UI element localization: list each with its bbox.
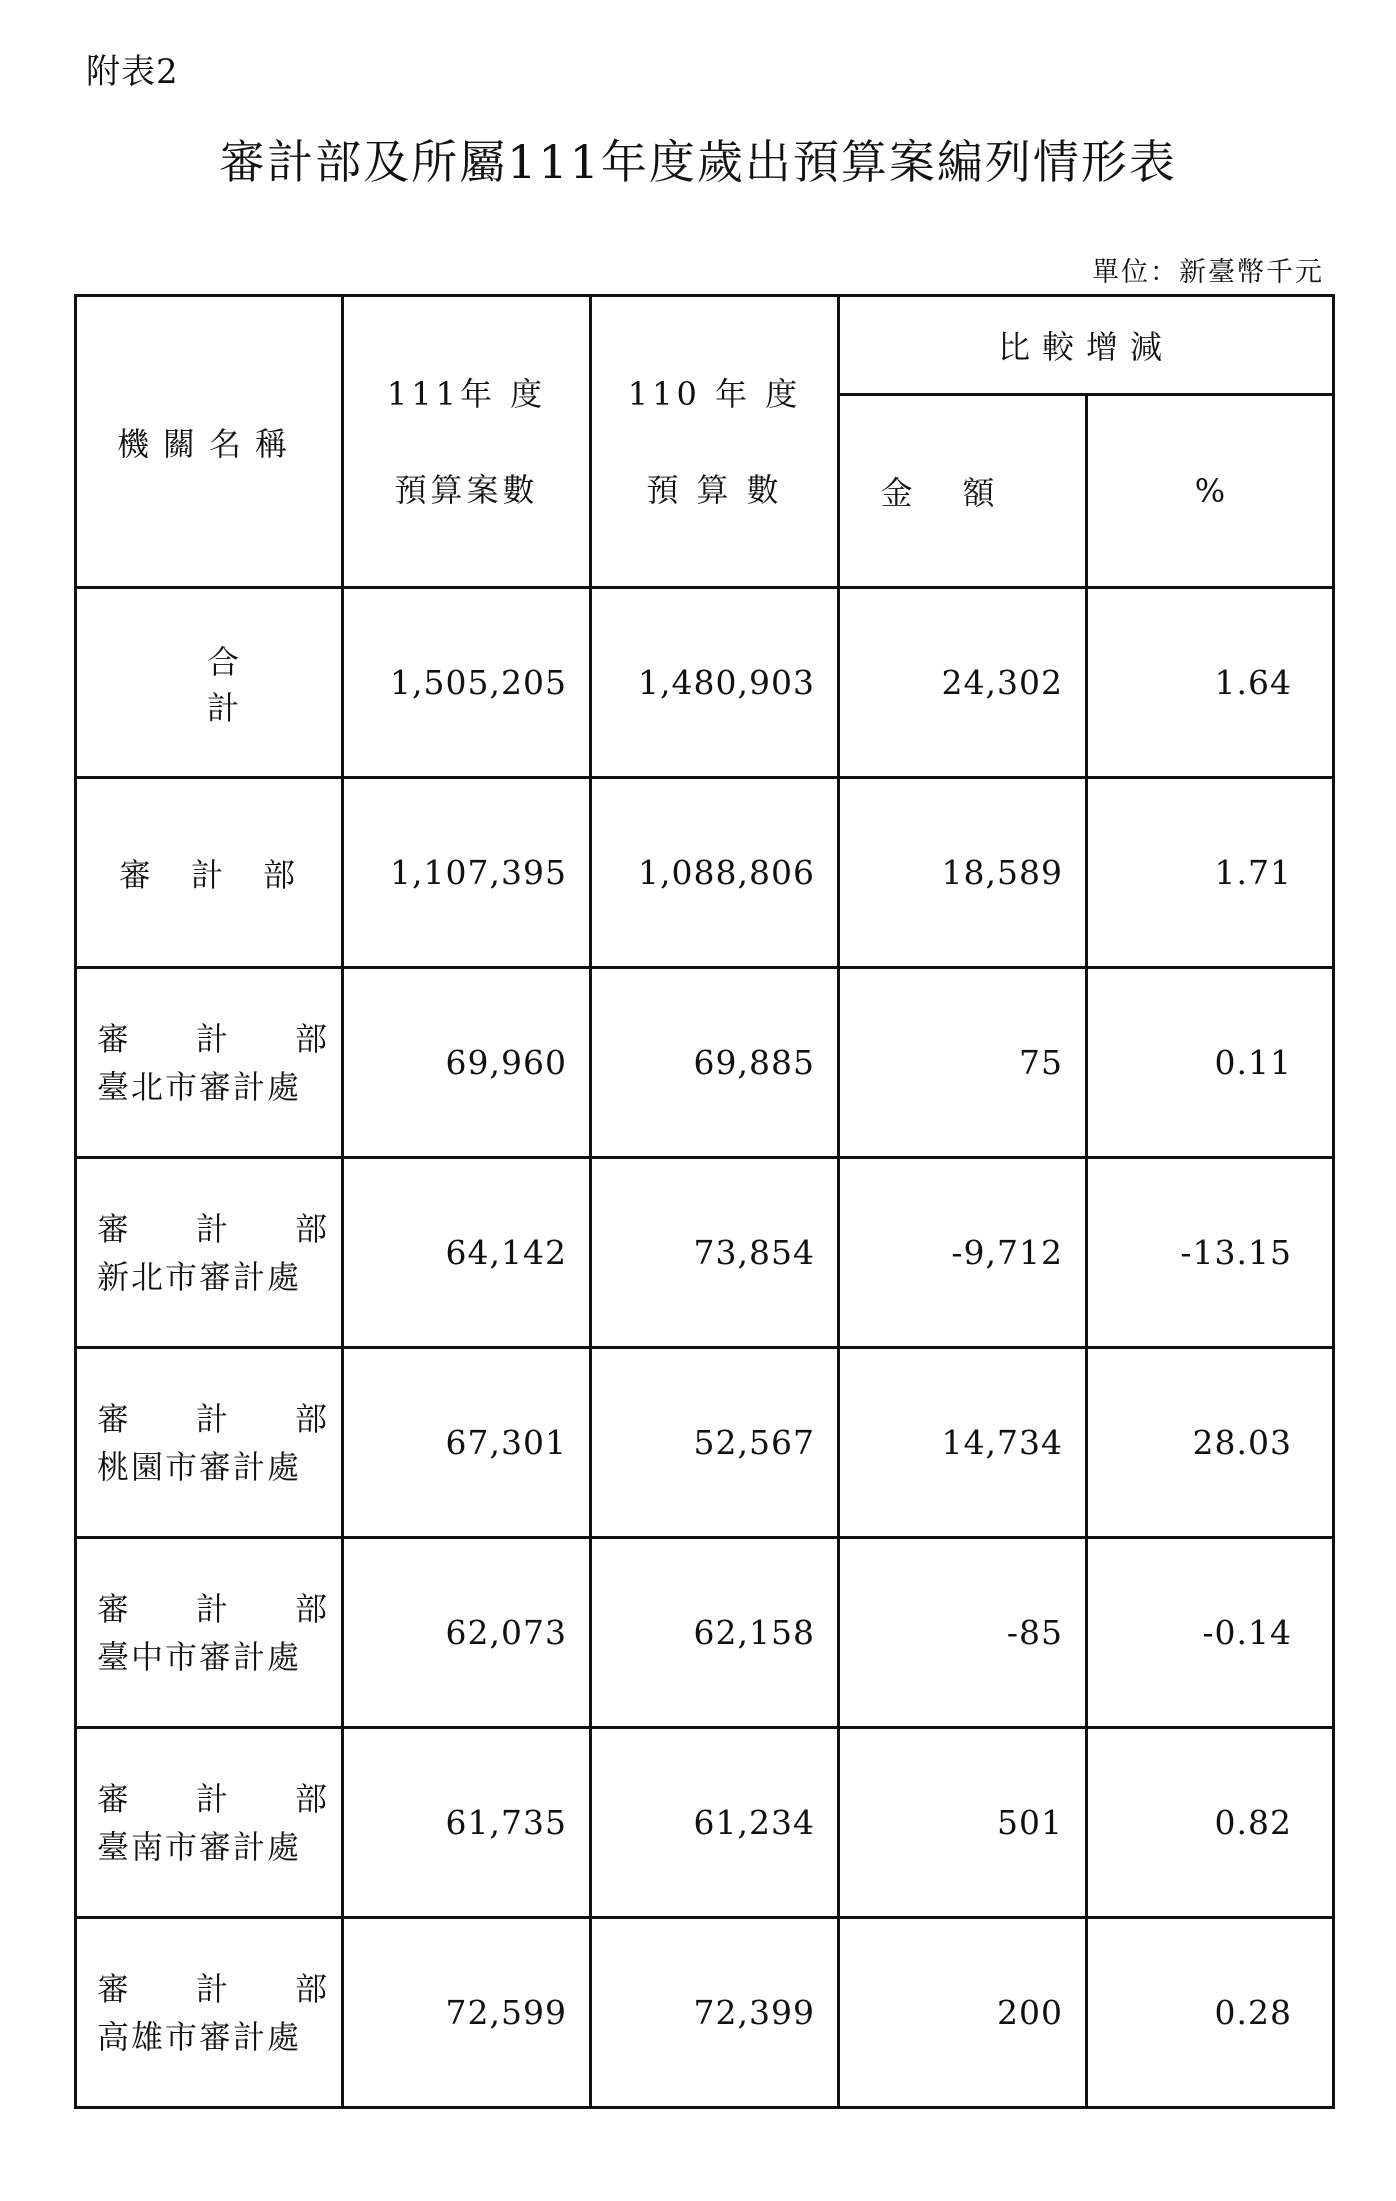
- agency-name-char: 計: [195, 1209, 228, 1248]
- agency-name-line2: 臺南市審計處: [97, 1827, 302, 1866]
- agency-name-char: 部: [294, 1969, 327, 2008]
- budget-111-value: 61,735: [343, 1728, 591, 1918]
- budget-110-value: 1,088,806: [591, 778, 839, 968]
- budget-110-value: 72,399: [591, 1918, 839, 2108]
- header-budget-111-line1: 111年 度: [386, 374, 547, 413]
- budget-111-value: 69,960: [343, 968, 591, 1158]
- agency-name-char: 部: [294, 1019, 327, 1058]
- agency-name-char: 計: [195, 1969, 228, 2008]
- agency-name: [76, 1918, 343, 2108]
- budget-111-value: 1,505,205: [343, 588, 591, 778]
- agency-name-line1: [97, 1015, 327, 1063]
- agency-name: [76, 1728, 343, 1918]
- header-agency: 機關名稱: [76, 296, 343, 588]
- budget-110-value: 52,567: [591, 1348, 839, 1538]
- diff-percent-value: 1.71: [1087, 778, 1334, 968]
- agency-name-char: 計: [195, 1779, 228, 1818]
- agency-name-line2: 高雄市審計處: [97, 2017, 302, 2056]
- agency-name: 合計: [76, 588, 343, 778]
- table-row: [76, 1918, 1334, 2108]
- budget-110-value: 1,480,903: [591, 588, 839, 778]
- budget-111-value: 1,107,395: [343, 778, 591, 968]
- budget-table: [74, 294, 1335, 2109]
- agency-name: [76, 968, 343, 1158]
- diff-amount-value: -9,712: [839, 1158, 1087, 1348]
- diff-percent-value: 0.28: [1087, 1918, 1334, 2108]
- agency-name-char: 審: [97, 1779, 130, 1818]
- header-budget-110: [591, 296, 839, 588]
- agency-name-char: 部: [294, 1779, 327, 1818]
- budget-110-value: 69,885: [591, 968, 839, 1158]
- agency-name-line2: 新北市審計處: [97, 1257, 302, 1296]
- diff-amount-value: 200: [839, 1918, 1087, 2108]
- agency-name-char: 審: [97, 1399, 130, 1438]
- table-row: [76, 968, 1334, 1158]
- diff-percent-value: 0.82: [1087, 1728, 1334, 1918]
- budget-111-value: 64,142: [343, 1158, 591, 1348]
- agency-name-line1: [97, 1585, 327, 1633]
- header-percent: %: [1087, 395, 1334, 588]
- unit-note: 單位：新臺幣千元: [1092, 257, 1324, 288]
- agency-name-char: 部: [294, 1589, 327, 1628]
- diff-amount-value: 18,589: [839, 778, 1087, 968]
- agency-name: [76, 1348, 343, 1538]
- agency-name-line1: [97, 1205, 327, 1253]
- diff-percent-value: 0.11: [1087, 968, 1334, 1158]
- header-amount: 金額: [839, 395, 1087, 588]
- budget-111-value: 62,073: [343, 1538, 591, 1728]
- agency-name-char: 審: [97, 1209, 130, 1248]
- agency-name: 審計部: [76, 778, 343, 968]
- header-budget-111-line2: 預算案數: [394, 470, 539, 509]
- budget-110-value: 62,158: [591, 1538, 839, 1728]
- agency-name-line2: 桃園市審計處: [97, 1447, 302, 1486]
- table-row: [76, 1728, 1334, 1918]
- table-row: [76, 588, 1334, 778]
- diff-amount-value: -85: [839, 1538, 1087, 1728]
- budget-111-value: 72,599: [343, 1918, 591, 2108]
- agency-name-line2: 臺北市審計處: [97, 1067, 302, 1106]
- diff-percent-value: -0.14: [1087, 1538, 1334, 1728]
- agency-name-line2: 臺中市審計處: [97, 1637, 302, 1676]
- diff-percent-value: 28.03: [1087, 1348, 1334, 1538]
- agency-name-char: 審: [97, 1589, 130, 1628]
- agency-name-char: 審: [97, 1019, 130, 1058]
- agency-name-char: 計: [195, 1019, 228, 1058]
- diff-amount-value: 14,734: [839, 1348, 1087, 1538]
- diff-percent-value: 1.64: [1087, 588, 1334, 778]
- diff-amount-value: 75: [839, 968, 1087, 1158]
- table-row: [76, 1538, 1334, 1728]
- agency-name: [76, 1158, 343, 1348]
- agency-name-char: 審: [97, 1969, 130, 2008]
- header-budget-111: [343, 296, 591, 588]
- diff-percent-value: -13.15: [1087, 1158, 1334, 1348]
- header-comparison: 比較增減: [839, 296, 1334, 395]
- table-row: [76, 778, 1334, 968]
- agency-name-char: 部: [294, 1399, 327, 1438]
- table-row: [76, 1158, 1334, 1348]
- diff-amount-value: 501: [839, 1728, 1087, 1918]
- budget-110-value: 61,234: [591, 1728, 839, 1918]
- header-budget-110-line2: 預 算 數: [646, 470, 783, 509]
- appendix-label: 附表2: [86, 52, 179, 92]
- agency-name-char: 計: [195, 1589, 228, 1628]
- header-budget-110-line1: 110 年 度: [627, 374, 802, 413]
- page-title: 審計部及所屬111年度歲出預算案編列情形表: [219, 135, 1177, 189]
- agency-name-char: 部: [294, 1209, 327, 1248]
- agency-name-line1: [97, 1775, 327, 1823]
- agency-name-line1: [97, 1965, 327, 2013]
- agency-name-line1: [97, 1395, 327, 1443]
- budget-111-value: 67,301: [343, 1348, 591, 1538]
- agency-name-char: 計: [195, 1399, 228, 1438]
- table-row: [76, 1348, 1334, 1538]
- agency-name: [76, 1538, 343, 1728]
- budget-110-value: 73,854: [591, 1158, 839, 1348]
- diff-amount-value: 24,302: [839, 588, 1087, 778]
